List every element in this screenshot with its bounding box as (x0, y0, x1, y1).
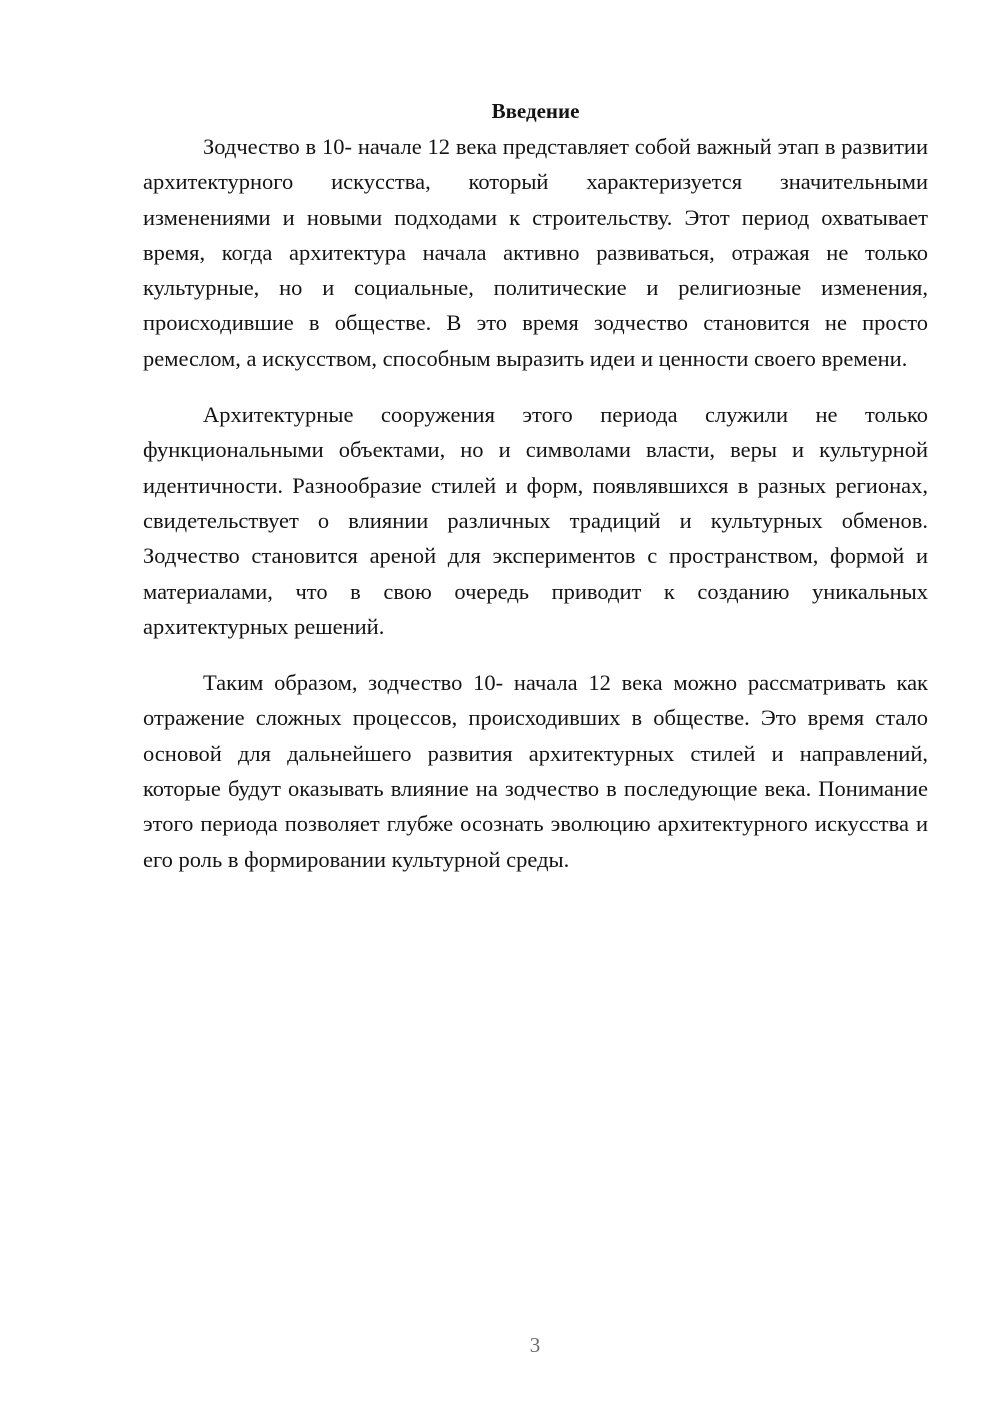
section-heading: Введение (491, 99, 580, 123)
page-content (143, 96, 928, 898)
page-number: 3 (529, 1333, 541, 1357)
paragraph-1: Зодчество в 10- начале 12 века представляет собой важный этап в развитии архитектурного искусства, который характеризуется значительными изменениями и новыми подходами к строительству. Этот период охватывает время, когда архитектура начала активно развиваться, отражая не только культурные, но и социальные, политические и религиозные изменения, происходившие в обществе. В это время зодчество становится не просто ремеслом, а искусством, способным выразить идеи и ценности своего времени. (143, 134, 928, 371)
paragraph-3: Таким образом, зодчество 10- начала 12 века можно рассматривать как отражение сложных процессов, происходивших в обществе. Это время стало основой для дальнейшего развития архитектурных стилей и направлений, которые будут оказывать влияние на зодчество в последующие века. Понимание этого периода позволяет глубже осознать эволюцию архитектурного искусства и его роль в формировании культурной среды. (143, 670, 928, 872)
paragraph-2: Архитектурные сооружения этого периода служили не только функциональными объектами, но и символами власти, веры и культурной идентичности. Разнообразие стилей и форм, появлявшихся в разных регионах, свидетельствует о влиянии различных традиций и культурных обменов. Зодчество становится ареной для экспериментов с пространством, формой и материалами, что в свою очередь приводит к созданию уникальных архитектурных решений. (143, 402, 928, 639)
